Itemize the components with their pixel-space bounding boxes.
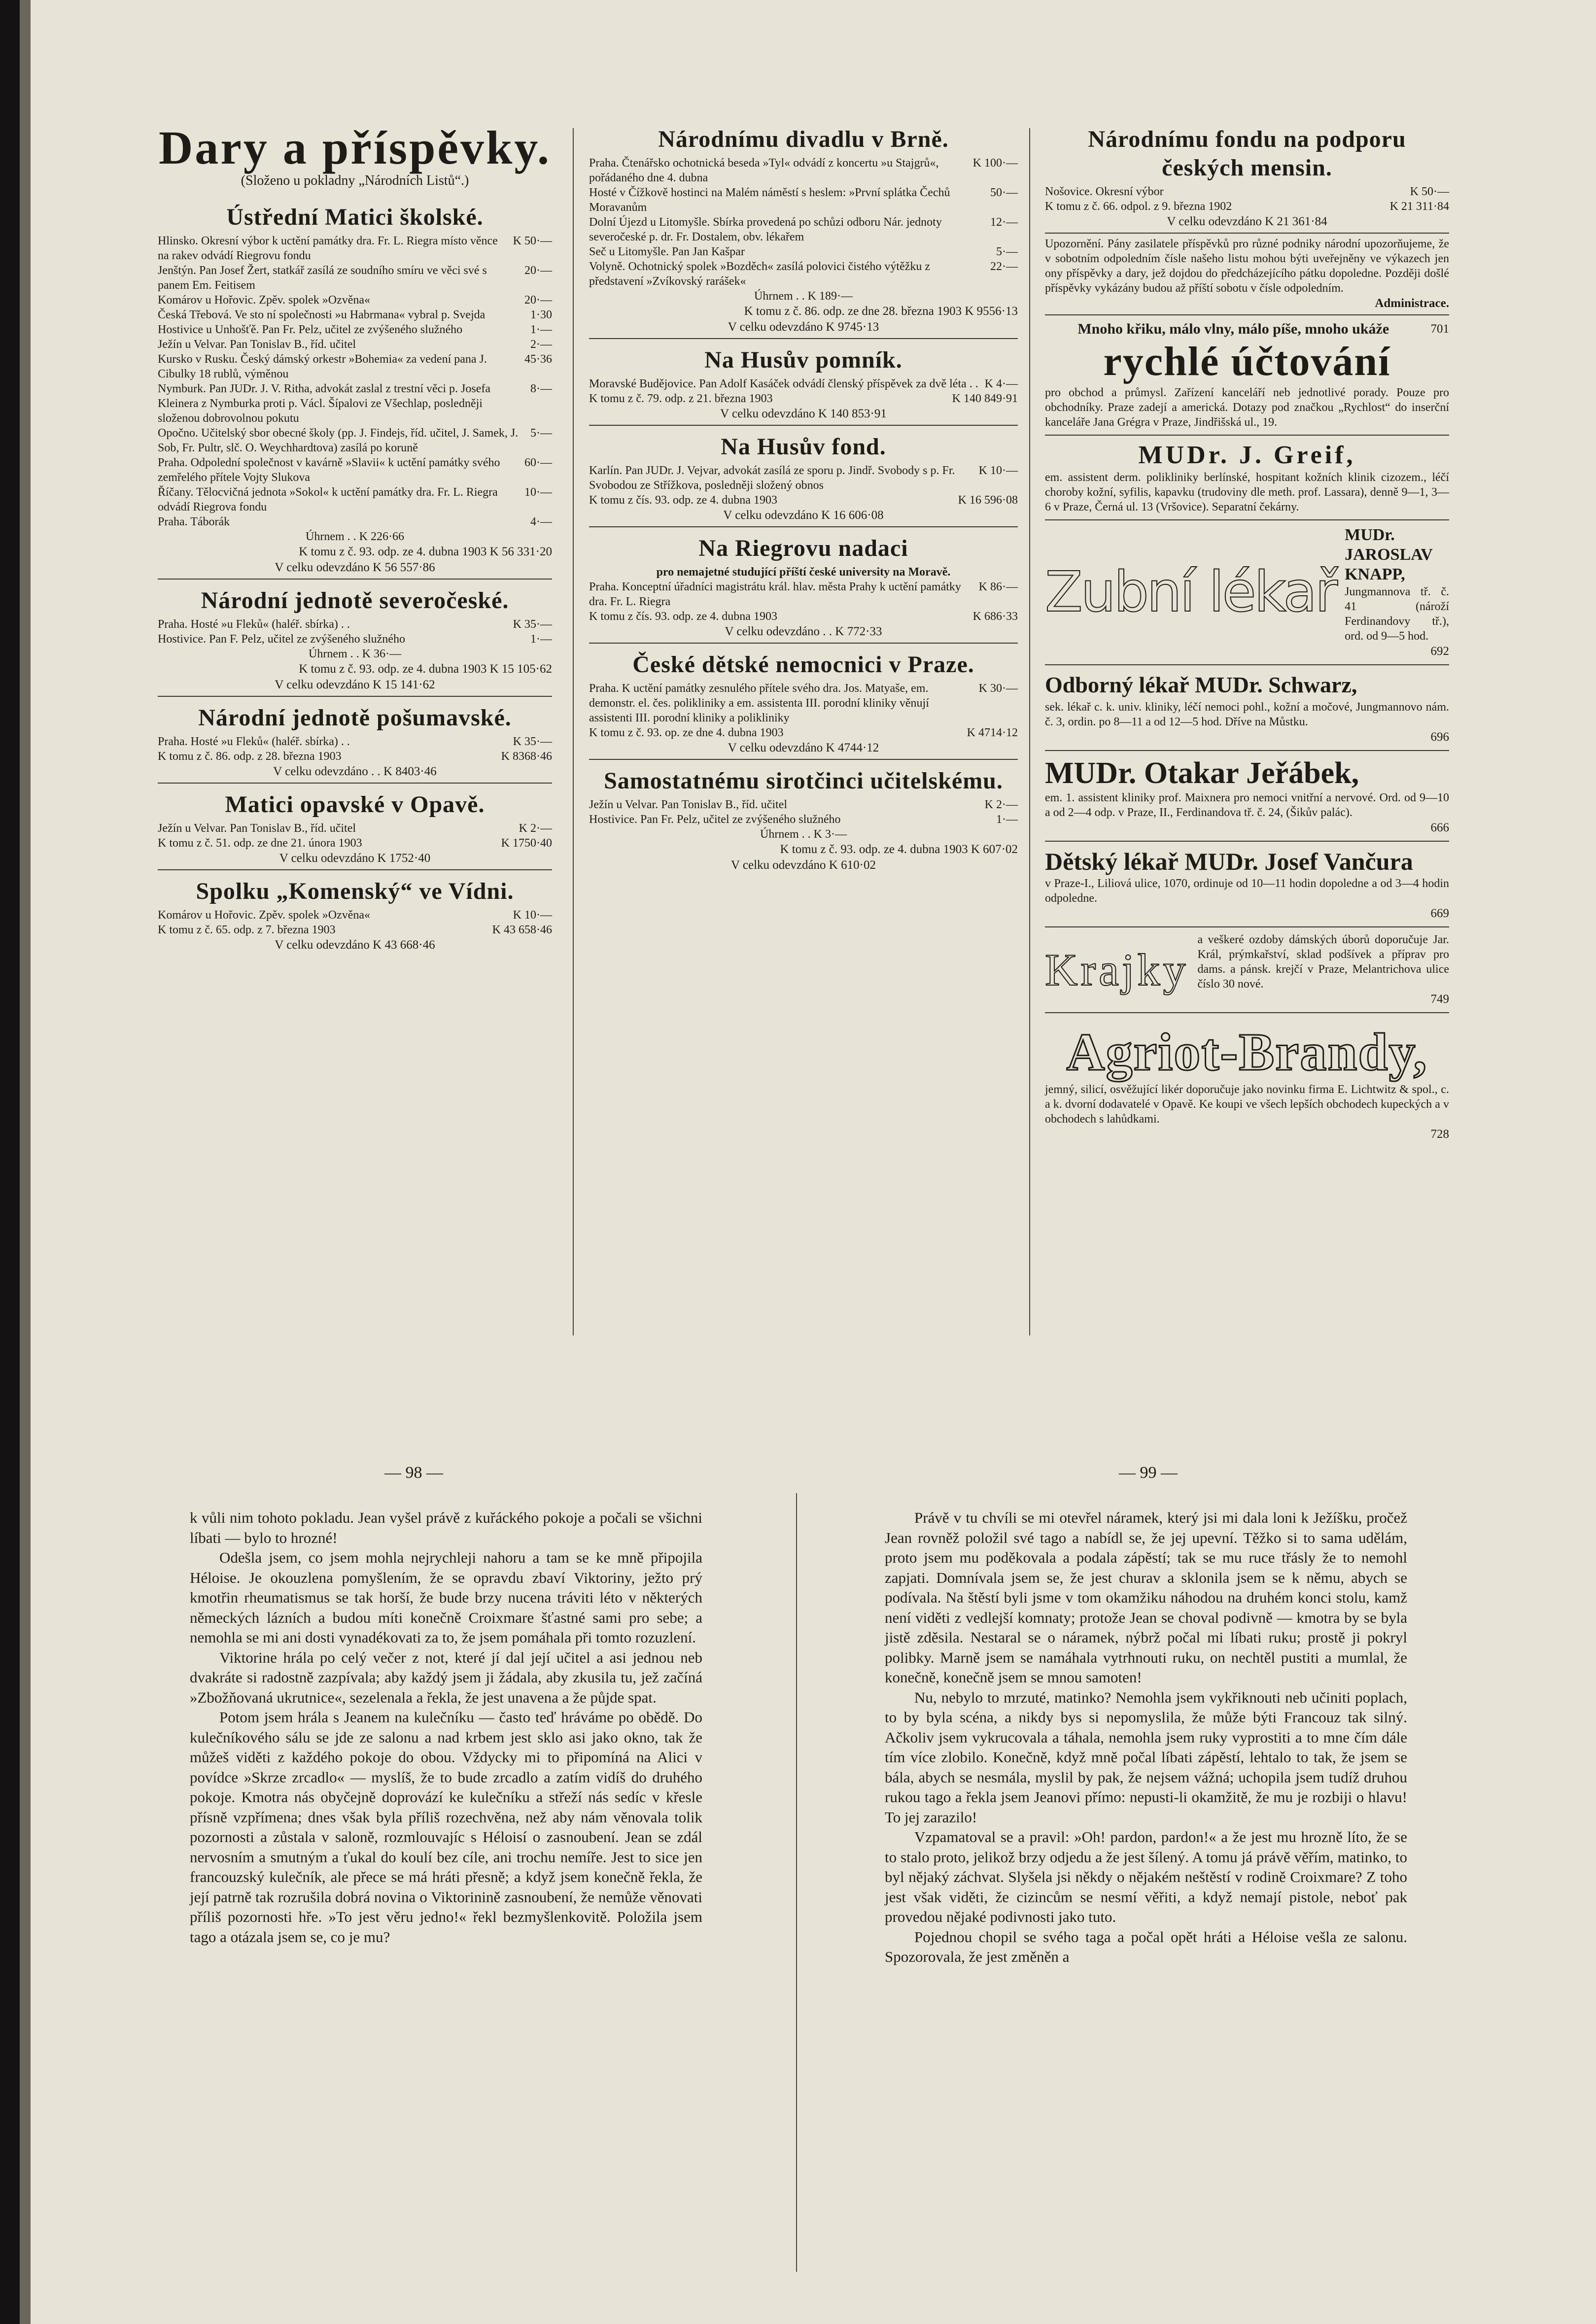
story-paragraph: Právě v tu chvíli se mi otevřel náramek, který jsi mi dala loni k Ježíšku, pročež Jean rovněž položil své tago a nabídl se, že jej upevní. Těžko si to sama udělám, proto jsem mu poděkovala a podala zápěstí; tak se mu ruce třásly že to nemohl zapjati. Domnívala jsem se, že jest churav a sklonila jsem se k němu, abych se podívala. Na štěstí byli jsme v tom okamžiku náhodou na druhém konci stolu, kamž není viděti z vedlejší komnaty; protože Jean se choval podivně — kmotra by se byla jistě zděsila. Nestaral se o náramek, nýbrž počal mi líbati ruku; prostě ji pokryl polibky. Marně jsem se namáhala vytrhnouti ruku, on nechtěl pustiti a mumlal, že konečně, konečně jsem se mnou samoten! [885, 1509, 1407, 1686]
ad-number: 692 [1430, 645, 1449, 658]
sum-line: Úhrnem . . K 189·— [754, 290, 853, 303]
donation-amount: K 4714·12 [967, 726, 1018, 739]
ad-number: 696 [1430, 730, 1449, 744]
total-line: V celku odevzdáno K 140 853·91 [720, 407, 887, 420]
heading-ustredni-matici: Ústřední Matici školské. [226, 204, 484, 230]
donation-text: K tomu z čís. 93. odp. ze 4. dubna 1903 [589, 610, 777, 623]
donation-text: Říčany. Tělocvičná jednota »Sokol« k uctění památky dra. Fr. L. Riegra odvádí Riegrova fondu [158, 486, 498, 513]
donation-amount: 2·— [530, 338, 552, 351]
binding-edge [0, 0, 20, 2324]
story-paragraph: k vůli nim tohoto pokladu. Jean vyšel právě z kuřáckého pokoje a počali se všichni líbati — bylo to hrozné! [190, 1509, 702, 1546]
donation-amount: 12·— [990, 216, 1018, 229]
ad-text: sek. lékař c. k. univ. kliniky, léčí nemoci pohl., kožní a močové, Jungmannovo nám. č. 3, ordin. po 8—11 a od 12—5 hod. Dříve na Můstku. [1045, 701, 1449, 728]
heading-jednote-severoceske: Národní jednotě severočeské. [201, 587, 509, 614]
donation-text: Hlinsko. Okresní výbor k uctění památky dra. Fr. L. Riegra místo věnce na rakev odvádí Riegrovu fondu [158, 235, 498, 262]
donation-amount: 5·— [530, 427, 552, 440]
story-paragraph: Viktorine hrála po celý večer z not, které jí dal její učitel a asi jednou neb dvakráte si radostně zazpívala; aby každý jsem ji žádala, aby zkusila tu, jež začíná »Zbožňovaná ukrutnice«, sezelenala a řekla, že jest unavena a že půjde spat. [190, 1648, 702, 1706]
donation-text: Praha. Odpolední společnost v kavárně »Slavii« k uctění památky svého zemřelého přítele Vojty Slukova [158, 456, 500, 484]
donation-text: Ježín u Velvar. Pan Tonislav B., říd. učitel [589, 798, 788, 811]
donation-amount: K 35·— [513, 735, 552, 748]
donation-text: Ježín u Velvar. Pan Tonislav B., říd. učitel [158, 822, 356, 835]
heading-husuv-pomnik: Na Husův pomník. [704, 347, 902, 373]
donation-list [158, 234, 552, 529]
section-title: Dary a příspěvky. [158, 121, 552, 174]
donation-text: Volyně. Ochotnický spolek »Bozděch« zasílá polovici čistého výtěžku z představení »Zvíkovský rarášek« [589, 260, 931, 288]
ad-doctor-name: MUDr. JAROSLAV KNAPP, [1345, 526, 1433, 583]
donation-line [1045, 199, 1449, 214]
ad-text: jemný, silicí, osvěžující likér doporučuje jako novinku firma E. Lichtwitz & spol., c. a k. dvorní dodavatelé v Opavě. Ke koupi ve všech lepších obchodech kupeckých a v obchodech s lahůdkami. [1045, 1083, 1449, 1126]
donation-amount: 1·— [530, 323, 552, 336]
ad-text: em. 1. assistent kliniky prof. Maixnera pro nemoci vnitřní a nervové. Ord. od 9—10 a od 2—4 odp. v Praze, II., Ferdinandova tř. č. 24, (Šikův palác). [1045, 791, 1449, 819]
story-paragraph: Vzpamatoval se a pravil: »Oh! pardon, pardon!« a že jest mu hrozně líto, že se to stalo proto, jelikož brzy odjedu a že jest šílený. A tomu já právě věřím, matinko, to byl nějaký záchvat. Slyšela jsi někdy o nějakém neštěstí v rodině Croixmare? Z toho jest však viděti, že cizincům se nesmí věřiti, a když nemají pistole, neboť pak provedou nějaké podivnosti jako tuto. [885, 1828, 1407, 1925]
total-line: V celku odevzdáno K 21 361·84 [1167, 215, 1327, 228]
donation-amount: K 100·— [972, 157, 1018, 170]
donation-line [589, 609, 1018, 624]
donation-line [158, 293, 552, 308]
sum-line: Úhrnem . . K 3·— [760, 828, 847, 841]
heading-narodnimu-fondu: Národnímu fondu na podporu českých mensin. [1088, 126, 1406, 181]
donation-line [589, 185, 1018, 215]
donation-amount: 8·— [530, 382, 552, 395]
donation-amount: 45·36 [524, 353, 552, 366]
donation-list [589, 681, 1018, 740]
donation-amount: K 16 596·08 [958, 494, 1018, 507]
total-line: V celku odevzdáno . . K 8403·46 [273, 765, 437, 778]
donation-amount: 20·— [524, 294, 552, 307]
previous-line: K tomu z č. 93. odp. ze 4. dubna 1903 K 56 331·20 [299, 545, 552, 558]
donation-text: Moravské Budějovice. Pan Adolf Kasáček odvádí členský příspěvek za dvě léta . . [589, 377, 978, 390]
donation-text: Kursko v Rusku. Český dámský orkestr »Bohemia« za vedení pana J. Cibulky 18 rublů, výměnou [158, 353, 487, 380]
donation-line [158, 426, 552, 455]
donation-text: Komárov u Hořovic. Zpěv. spolek »Ozvěna« [158, 294, 370, 307]
donation-amount: K 4·— [984, 377, 1018, 390]
donation-line [158, 337, 552, 352]
donation-text: K tomu z č. 86. odp. z 28. března 1903 [158, 750, 342, 763]
donation-text: Hostivice u Unhošťě. Pan Fr. Pelz, učitel ze zvýšeného služného [158, 323, 463, 336]
heading-detske-nemocnici: České dětské nemocnici v Praze. [632, 651, 974, 678]
donation-text: K tomu z čís. 93. odp. ze 4. dubna 1903 [589, 494, 777, 507]
ad-title: Dětský lékař MUDr. Josef Vančura [1045, 848, 1413, 875]
ad-number: 749 [1430, 992, 1449, 1006]
heading-sub: pro nemajetné studující příští české university na Moravě. [656, 566, 951, 579]
column-rule-left [573, 128, 574, 1335]
section-subtitle: (Složeno u pokladny „Národních Listů“.) [241, 173, 469, 188]
donation-text: Praha. Hosté »u Fleků« (haléř. sbírka) . . [158, 618, 350, 631]
donation-amount: K 8368·46 [501, 750, 552, 763]
donation-text: K tomu z č. 79. odp. z 21. března 1903 [589, 392, 773, 405]
ad-krajky [1045, 932, 1449, 1007]
donation-line [589, 812, 1018, 827]
notice-signature: Administrace. [1375, 297, 1449, 310]
donation-text: Praha. K uctění památky zesnulého přítele svého dra. Jos. Matyaše, em. demonstr. el. čes. polikliniky a em. assistenta III. porodní kliniky věnují assistenti III. porodní kliniky a polikliniky [589, 682, 929, 724]
total-line: V celku odevzdáno K 56 557·86 [275, 561, 435, 574]
donation-amount: 20·— [524, 264, 552, 277]
donation-amount: 5·— [996, 245, 1018, 258]
sum-line: Úhrnem . . K 226·66 [306, 530, 404, 543]
donation-list [158, 617, 552, 647]
story-paragraph: Potom jsem hrála s Jeanem na kulečníku — často teď hráváme po obědě. Do kulečníkového sálu se jde ze salonu a nad krbem jest sklo asi jako okno, tak že můžeš viděti z každého pokoje do obou. Vždycky mi to připomíná na Alici v povídce »Skrze zrcadlo« — myslíš, že to bude zrcadlo a zatím vidíš do druhého pokoje. Kmotra nás obyčejně doprovází ke kulečníku a střeží nás sedíc v křesle přísně vzpřímena; dnes však byla příliš rozechvěna, než aby nám věnovala tolik pozornosti a zůstala v saloně, rozmlouvajíc s Héloisí o zasnoubení. Jean se zdál nervosním a smutným a ťukal do koulí bez cíle, ani trochu nemíře. Jest to sice jen francouzský kulečník, ale přece se má hráti přesně; a když jsem konečně řekla, že její patrně tak rozrušila dobrá novina o Viktorinině zasnoubení, že nemůže věnovati příliš pozornosti hře. »To jest věru jedno!« řekl bezmyšlenkovitě. Položila jsem tago a otázala jsem se, co je mu? [190, 1709, 702, 1946]
total-line: V celku odevzdáno K 16 606·08 [723, 509, 884, 522]
donation-line [589, 156, 1018, 185]
story-left-page [190, 1508, 702, 1947]
donation-line [589, 391, 1018, 406]
ad-text: Jungmannova tř. č. 41 (nároží Ferdinandovy tř.), ord. od 9—5 hod. [1345, 585, 1449, 643]
donation-text: Karlín. Pan JUDr. J. Vejvar, advokát zasílá ze sporu p. Jindř. Svobody s p. Fr. Svobodou ze Střížkova, posledněji složený obnos [589, 464, 955, 492]
total-line: V celku odevzdáno K 9745·13 [728, 320, 879, 334]
donation-text: K tomu z č. 66. odpol. z 9. března 1902 [1045, 200, 1232, 213]
donation-amount: K 10·— [513, 909, 552, 922]
heading-matici-opavske: Matici opavské v Opavě. [225, 791, 485, 818]
donation-line [158, 908, 552, 923]
ad-number: 669 [1430, 907, 1449, 920]
page-number-right: — 99 — [1119, 1464, 1178, 1482]
ad-number: 728 [1430, 1128, 1449, 1141]
heading-jednote-posumavske: Národní jednotě pošumavské. [198, 705, 512, 731]
donation-line [589, 259, 1018, 289]
ads-column [1045, 118, 1449, 1147]
donation-text: K tomu z č. 51. odp. ze dne 21. února 1903 [158, 837, 362, 850]
donation-list [589, 580, 1018, 624]
donation-line [589, 215, 1018, 244]
donation-amount: 60·— [524, 456, 552, 469]
previous-line: K tomu z č. 86. odp. ze dne 28. března 1903 K 9556·13 [744, 305, 1018, 318]
story-paragraph: Nu, nebylo to mrzuté, matinko? Nemohla jsem vykřiknouti neb učiniti poplach, to by byla scéna, a nikdy bys si nepomyslila, že může býti Francouz tak silný. Ačkoliv jsem vykrucovala a táhala, nemohla jsem ruky vyprostiti a to mne čím dále tím více zlobilo. Konečně, když mně počal líbati zápěstí, lehtalo to tak, že jsem se bála, abych se nesmála, myslil by pak, že nejsem vážná; uchopila jsem tudíž druhou rukou tago a řekla jsem Jeanovi přímo: nepusti-li okamžitě, že mu je rozbiji o hlavu! To jej zarazilo! [885, 1688, 1407, 1826]
donation-text: Praha. Čtenářsko ochotnická beseda »Tyl« odvádí z koncertu »u Stajgrů«, pořádaného dne 4. dubna [589, 157, 939, 184]
donation-text: Praha. Táborák [158, 515, 230, 528]
donation-amount: 4·— [530, 515, 552, 528]
donation-line [158, 734, 552, 749]
donation-text: Opočno. Učitelský sbor obecné školy (pp. J. Findejs, říd. učitel, J. Samek, J. Sob, Fr. Pultr, slč. O. Weychhardtova) zasílá po koruně [158, 427, 519, 454]
ad-title: Krajky [1045, 945, 1189, 995]
donation-line [158, 308, 552, 322]
donation-amount: K 10·— [978, 464, 1018, 477]
heading-sirotcinci: Samostatnému sirotčinci učitelskému. [604, 768, 1003, 794]
ad-title: Agriot-Brandy, [1066, 1023, 1428, 1082]
donation-amount: 50·— [990, 186, 1018, 199]
donation-text: K tomu z č. 65. odp. z 7. března 1903 [158, 923, 336, 936]
ad-slogan: Mnoho křiku, málo vlny, málo píše, mnoho ukáže [1077, 321, 1389, 337]
donation-list [589, 376, 1018, 406]
donation-line [589, 797, 1018, 812]
donation-line [158, 234, 552, 263]
donation-line [158, 617, 552, 632]
ad-number: 666 [1430, 821, 1449, 834]
donation-amount: 1·— [996, 813, 1018, 826]
donation-text: Hosté v Čížkově hostinci na Malém náměstí s heslem: »První splátka Čechů Moravanům [589, 186, 950, 214]
heading-spolku-komensky: Spolku „Komenský“ ve Vídni. [196, 878, 514, 904]
donation-text: Dolní Újezd u Litomyšle. Sbírka provedená po schůzi odboru Nár. jednoty severočeské p. dr. Fr. Dostalem, obv. lékařem [589, 216, 942, 243]
donation-line [158, 821, 552, 836]
donation-text: Nymburk. Pan JUDr. J. V. Ritha, advokát zaslal z trestní věci p. Josefa Kleinera z Nymburka proti p. Václ. Šípalovi ze Všechlap, posledněji složenou dobrovolnou pokutu [158, 382, 490, 425]
donation-amount: K 21 311·84 [1389, 200, 1449, 213]
donation-line [158, 632, 552, 647]
donation-text: Praha. Konceptní úřadníci magistrátu král. hlav. města Prahy k uctění památky dra. Fr. L. Riegra [589, 581, 961, 608]
donation-text: Česká Třebová. Ve sto ní společnosti »u Habrmana« vybral p. Svejda [158, 308, 486, 321]
donation-line [158, 352, 552, 381]
donation-amount: 1·— [530, 633, 552, 646]
donation-amount: 1·30 [530, 308, 552, 321]
total-line: V celku odevzdáno K 15 141·62 [275, 678, 435, 691]
total-line: V celku odevzdáno . . K 772·33 [725, 625, 882, 638]
donation-amount: K 50·— [1410, 185, 1449, 198]
donation-line [158, 749, 552, 764]
ad-rychle-uctovani [1045, 320, 1449, 430]
donation-text: Praha. Hosté »u Fleků« (haléř. sbírka) . . [158, 735, 350, 748]
ad-jerabek [1045, 756, 1449, 836]
total-line: V celku odevzdáno K 43 668·46 [275, 938, 435, 952]
ad-title: Zubní lékař [1045, 560, 1336, 624]
donation-line [158, 263, 552, 293]
donation-amount: K 686·33 [972, 610, 1018, 623]
donation-line [158, 322, 552, 337]
donation-text: Seč u Litomyšle. Pan Jan Kašpar [589, 245, 745, 258]
ad-title: MUDr. J. Greif, [1138, 441, 1356, 469]
donation-list [589, 463, 1018, 508]
ad-schwarz [1045, 670, 1449, 745]
donation-amount: 10·— [524, 486, 552, 499]
donations-column-2 [589, 118, 1018, 876]
donation-list [1045, 184, 1449, 214]
donation-text: Jenštýn. Pan Josef Žert, statkář zasílá ze soudního smíru ve věci své s panem Em. Feitisem [158, 264, 487, 292]
ad-title: MUDr. Otakar Jeřábek, [1045, 756, 1359, 790]
donation-line [158, 514, 552, 529]
story-paragraph: Pojednou chopil se svého taga a počal opět hráti a Héloise vešla ze salonu. Spozorovala, že jest změněn a [885, 1928, 1407, 1965]
donation-amount: K 2·— [984, 798, 1018, 811]
column-rule-right [1029, 128, 1030, 1335]
donation-line [589, 463, 1018, 493]
ad-text: em. assistent derm. polikliniky berlínské, hospitant kožních klinik cizozem., léčí choroby kožní, syfilis, kapavku (trudoviny dle meth. prof. Lassara), denně 9—1, 3—6 v Praze, Černá ul. 13 (Vršovice). Separatní čekárny. [1045, 471, 1449, 513]
binding-shadow [20, 0, 31, 2324]
donation-amount: K 1750·40 [501, 837, 552, 850]
donation-line [589, 725, 1018, 740]
heading-husuv-fond: Na Husův fond. [721, 434, 886, 460]
donation-list [158, 908, 552, 937]
previous-line: K tomu z č. 93. odp. ze 4. dubna 1903 K 607·02 [780, 843, 1018, 856]
notice-text: Upozornění. Pány zasilatele příspěvků pro různé podniky národní upozorňujeme, že v sobotním odpoledním čísle našeho listu mohou býti uveřejněny ve výkazech jen ony příspěvky a dary, jež dojdou do předcházejícího pátku dopoledne. Později došlé příspěvky vykázány budou až příští sobotu v čísle odpoledním. [1045, 238, 1449, 295]
donation-line [1045, 184, 1449, 199]
ad-title: Odborný lékař MUDr. Schwarz, [1045, 672, 1357, 697]
donation-list [158, 734, 552, 764]
donation-text: Ježín u Velvar. Pan Tonislav B., říd. učitel [158, 338, 356, 351]
donations-column-1 [158, 118, 552, 956]
donation-amount: K 2·— [519, 822, 552, 835]
donation-line [158, 381, 552, 426]
page-center-rule [796, 1493, 797, 2272]
total-line: V celku odevzdáno K 610·02 [731, 858, 876, 872]
donation-amount: K 140 849·91 [952, 392, 1018, 405]
donation-line [158, 836, 552, 851]
donation-amount: K 43 658·46 [492, 923, 552, 936]
donation-line [589, 244, 1018, 259]
donation-text: Hostivice. Pan Fr. Pelz, učitel ze zvýšeného služného [589, 813, 841, 826]
ad-text: pro obchod a průmysl. Zařízení kanceláří neb jednotlivé porady. Pouze pro obchodníky. Praze zadejí a americká. Dotazy pod značkou „Rychlost“ do inserční kanceláře Jana Grégra v Praze, Jindřišská ul., 19. [1045, 386, 1449, 429]
donation-amount: 22·— [990, 260, 1018, 273]
heading-riegrova-nadace: Na Riegrovu nadaci [698, 535, 908, 561]
story-right-page [885, 1508, 1407, 1967]
donation-line [158, 485, 552, 514]
donation-amount: K 86·— [978, 581, 1018, 593]
donation-line [589, 681, 1018, 725]
donation-amount: K 35·— [513, 618, 552, 631]
total-line: V celku odevzdáno K 4744·12 [728, 741, 879, 754]
ad-text: v Praze-I., Liliová ulice, 1070, ordinuje od 10—11 hodin dopoledne a od 3—4 hodin odpoledne. [1045, 877, 1449, 905]
ad-zubni-lekar [1045, 525, 1449, 659]
heading-narodnimu-divadlu: Národnímu divadlu v Brně. [658, 126, 949, 152]
sum-line: Úhrnem . . K 36·— [309, 648, 401, 660]
page-number-left: — 98 — [384, 1464, 443, 1482]
ad-greif [1045, 441, 1449, 514]
donation-text: K tomu z č. 93. op. ze dne 4. dubna 1903 [589, 726, 784, 739]
donation-text: Nošovice. Okresní výbor [1045, 185, 1164, 198]
ad-vancura [1045, 847, 1449, 922]
donation-text: Komárov u Hořovic. Zpěv. spolek »Ozvěna« [158, 909, 370, 922]
total-line: V celku odevzdáno K 1752·40 [279, 852, 431, 865]
ad-agriot-brandy [1045, 1023, 1449, 1142]
donation-line [589, 376, 1018, 391]
donation-line [158, 923, 552, 937]
donation-list [589, 797, 1018, 827]
donation-line [589, 580, 1018, 609]
donation-amount: K 50·— [513, 235, 552, 247]
donation-list [158, 821, 552, 851]
ad-number: 701 [1430, 322, 1449, 336]
ad-text: a veškeré ozdoby dámských úborů doporučuje Jar. Král, prýmkařství, sklad podšívek a příprav pro dams. a pánsk. krejčí v Praze, Melantrichova ulice číslo 30 nové. [1197, 933, 1449, 991]
story-paragraph: Odešla jsem, co jsem mohla nejrychleji nahoru a tam se ke mně připojila Héloise. Je okouzlena pomyšlením, že se opravdu zbaví Viktoriny, ježto prý kmotřin rheumatismus se tak horší, že bude brzy nucena tráviti léto v některých německých lázních a budou míti konečně Croixmare šťastné sami pro sebe; a nemohla se mi ani dosti vynadékovati za to, že jsem pomáhala při tomto rozuzlení. [190, 1549, 702, 1646]
donation-amount: K 30·— [978, 682, 1018, 695]
donation-line [589, 493, 1018, 508]
ad-title: rychlé účtování [1103, 339, 1391, 384]
donation-text: Hostivice. Pan F. Pelz, učitel ze zvýšeného služného [158, 633, 405, 646]
donation-line [158, 455, 552, 485]
previous-line: K tomu z č. 93. odp. ze 4. dubna 1903 K 15 105·62 [299, 662, 552, 676]
donation-list [589, 156, 1018, 289]
